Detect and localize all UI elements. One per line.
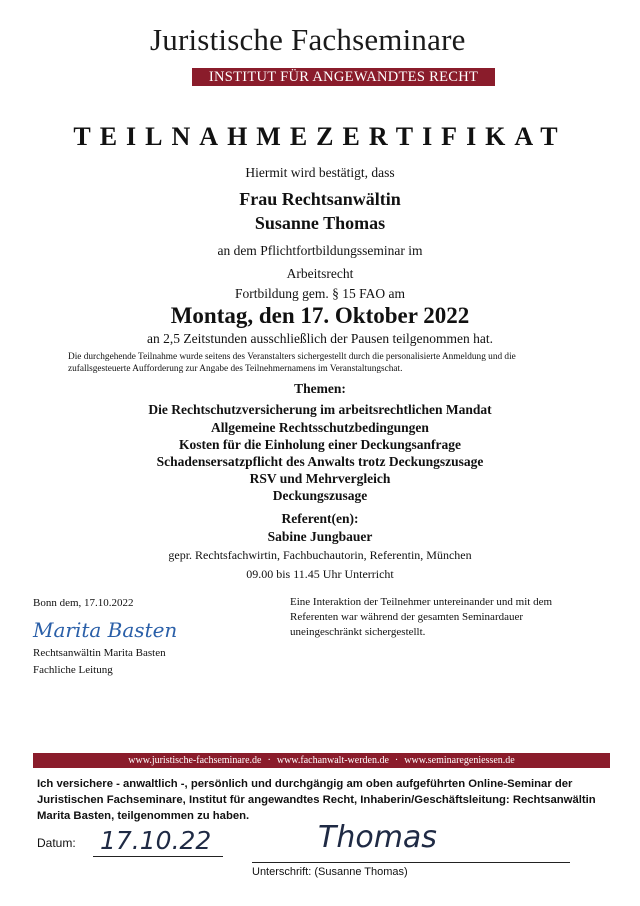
footer-links-bar <box>33 753 610 768</box>
date-label: Datum: <box>37 836 76 850</box>
certificate-title: TEILNAHMEZERTIFIKAT <box>73 122 567 151</box>
footer-separator: · <box>267 755 271 766</box>
participant-title: Frau Rechtsanwältin <box>239 189 401 209</box>
signature-line <box>252 854 570 863</box>
footer-link[interactable]: www.juristische-fachseminare.de <box>128 755 262 766</box>
organizer-signature: Marita Basten <box>33 618 178 642</box>
organization-subtitle-bar: INSTITUT FÜR ANGEWANDTES RECHT <box>192 68 495 86</box>
confirm-line: Hiermit wird bestätigt, dass <box>245 165 395 180</box>
topic-item: Schadensersatzpflicht des Anwalts trotz Deckungszusage <box>156 454 484 469</box>
declaration-text: Ich versichere - anwaltlich -, persönlich und durchgängig am oben aufgeführten Online-Seminar der Juristischen Fachseminare, Institut für angewandtes Recht, Inhaberin/Geschäftsleitung: Rechtsanwältin Marita Basten, teilgenommen zu haben. <box>37 778 596 822</box>
topic-item: RSV und Mehrvergleich <box>249 471 391 486</box>
interaction-note: Eine Interaktion der Teilnehmer untereinander und mit dem Referenten war während der gesamten Seminardauer uneingeschränkt sichergestellt. <box>290 596 553 638</box>
speaker-description: gepr. Rechtsfachwirtin, Fachbuchautorin, Referentin, München <box>168 548 472 562</box>
seminar-date: Montag, den 17. Oktober 2022 <box>170 303 470 328</box>
topic-item: Deckungszusage <box>272 488 368 503</box>
footer-link[interactable]: www.fachanwalt-werden.de <box>276 755 389 766</box>
handwritten-signature: Thomas <box>318 820 437 855</box>
seminar-field: Arbeitsrecht <box>286 266 354 281</box>
topic-item: Allgemeine Rechtsschutzbedingungen <box>211 420 429 435</box>
hours-line: an 2,5 Zeitstunden ausschließlich der Pausen teilgenommen hat. <box>146 331 494 346</box>
speaker-heading: Referent(en): <box>281 511 359 526</box>
seminar-time: 09.00 bis 11.45 Uhr Unterricht <box>246 567 394 581</box>
signature-label: Unterschrift: (Susanne Thomas) <box>252 866 408 878</box>
participation-note-line: Die durchgehende Teilnahme wurde seitens des Veranstalters sichergestellt durch die personalisierte Anmeldung und die <box>68 352 516 362</box>
footer-link[interactable]: www.seminaregeniessen.de <box>404 755 515 766</box>
speaker-name: Sabine Jungbauer <box>267 529 373 544</box>
topic-item: Die Rechtschutzversicherung im arbeitsrechtlichen Mandat <box>148 402 492 417</box>
place-date: Bonn dem, 17.10.2022 <box>33 597 134 609</box>
footer-separator: · <box>394 755 399 766</box>
handwritten-date: 17.10.22 <box>100 826 212 855</box>
participation-note-line: zufallsgesteuerte Aufforderung zur Angabe des Teilnehmernamens im Veranstaltungschat. <box>68 364 403 374</box>
fao-line: Fortbildung gem. § 15 FAO am <box>235 286 405 301</box>
organization-title: Juristische Fachseminare <box>150 22 466 57</box>
signer-role: Fachliche Leitung <box>33 664 113 676</box>
topics-heading: Themen: <box>294 381 346 396</box>
participant-name: Susanne Thomas <box>254 213 386 233</box>
topic-item: Kosten für die Einholung einer Deckungsanfrage <box>179 437 461 452</box>
participation-note <box>68 351 583 375</box>
signer-name: Rechtsanwältin Marita Basten <box>33 647 166 659</box>
seminar-line: an dem Pflichtfortbildungsseminar im <box>217 243 423 258</box>
